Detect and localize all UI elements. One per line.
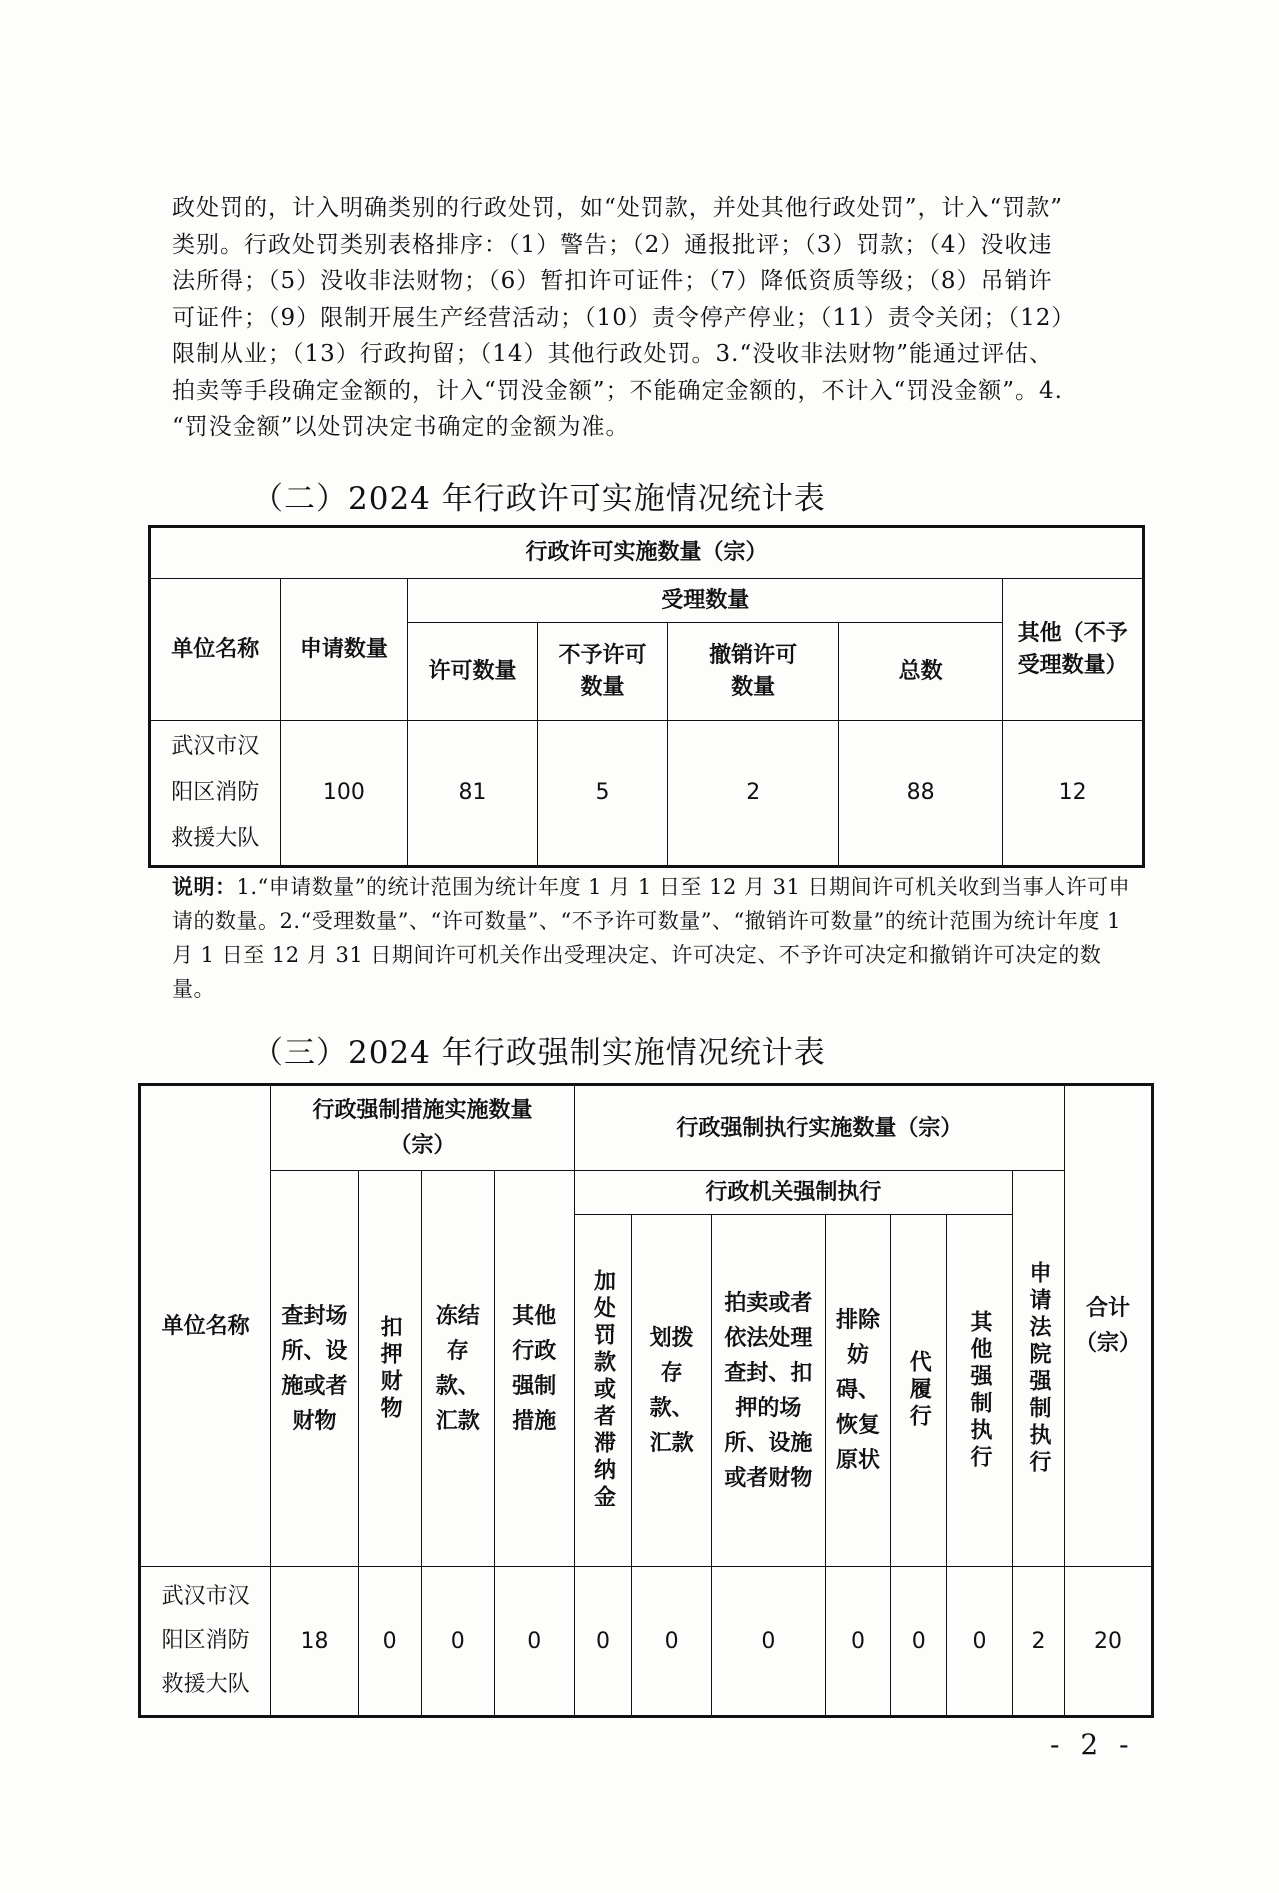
section-2-title: （二）2024 年行政许可实施情况统计表 [252,481,826,517]
intro-line: “罚没金额”以处罚决定书确定的金额为准。 [172,414,630,440]
permit-row-permit: 81 [408,721,538,867]
measure-value: 0 [494,1567,574,1717]
measure-col-freeze: 冻结存款、汇款 [421,1171,494,1567]
measure-col-seal: 查封场所、设施或者财物 [271,1171,358,1567]
intro-line: 法所得；（5）没收非法财物；（6）暂扣许可证件；（7）降低资质等级；（8）吊销许 [172,268,1053,294]
revoke-header: 撤销许可数量 [668,623,839,721]
enforcement-row-unit: 武汉市汉阳区消防救援大队 [140,1567,271,1717]
measure-value: 0 [358,1567,421,1717]
agency-col-remove: 排除妨碍、恢复原状 [825,1215,891,1567]
enforcement-total-value: 20 [1064,1567,1152,1717]
section-3-title: （三）2024 年行政强制实施情况统计表 [252,1035,826,1071]
measure-col-other: 其他行政强制措施 [494,1171,574,1567]
agency-col-fine: 加处罚款或者滞纳金 [590,1269,616,1512]
permit-header-top: 行政许可实施数量（宗） [150,527,1144,579]
page-number: - 2 - [1050,1728,1135,1761]
court-execution-header: 申请法院强制执行 [1025,1260,1051,1477]
execution-header: 行政强制执行实施数量（宗） [574,1085,1064,1171]
permit-table [148,525,1145,868]
permit-row-other: 12 [1003,721,1144,867]
total-header: 总数 [839,623,1003,721]
measure-value: 18 [271,1567,358,1717]
enforcement-table [138,1083,1154,1718]
intro-line: 类别。行政处罚类别表格排序：（1）警告；（2）通报批评；（3）罚款；（4）没收违 [172,231,1053,258]
agency-col-auction: 拍卖或者依法处理查封、扣押的场所、设施或者财物 [712,1215,826,1567]
intro-line: 可证件；（9）限制开展生产经营活动；（10）责令停产停业；（11）责令关闭；（12） [172,304,1076,331]
intro-line: 限制从业；（13）行政拘留；（14）其他行政处罚。3.“没收非法财物”能通过评估、 [172,341,1053,367]
agency-value: 0 [825,1567,891,1717]
agency-value: 0 [632,1567,712,1717]
measures-header: 行政强制措施实施数量（宗） [271,1085,574,1171]
intro-line: 拍卖等手段确定金额的，计入“罚没金额”；不能确定金额的，不计入“罚没金额”。4. [172,377,1063,404]
agency-value: 0 [574,1567,632,1717]
court-execution-cell [1012,1171,1064,1567]
measure-col-detain-cell [358,1171,421,1567]
permit-row-application: 100 [280,721,408,867]
permit-application-header: 申请数量 [280,579,408,721]
permit-unit-header: 单位名称 [150,579,281,721]
agency-col-substitute: 代履行 [906,1350,932,1431]
agency-value: 0 [891,1567,947,1717]
no-permit-header: 不予许可数量 [537,623,668,721]
permit-row-no-permit: 5 [537,721,668,867]
enforcement-total-header: 合计（宗） [1064,1085,1152,1567]
permit-acceptance-header: 受理数量 [408,579,1003,623]
intro-paragraph [172,190,1132,446]
permit-other-header: 其他（不予受理数量） [1003,579,1144,721]
permit-note [172,870,1132,1006]
agency-col-other-cell [947,1215,1013,1567]
permit-row-revoke: 2 [668,721,839,867]
measure-col-detain: 扣押财物 [377,1314,403,1423]
intro-line: 政处罚的，计入明确类别的行政处罚，如“处罚款，并处其他行政处罚”，计入“罚款” [172,195,1064,221]
enforcement-unit-header: 单位名称 [140,1085,271,1567]
agency-col-substitute-cell [891,1215,947,1567]
permit-row-unit: 武汉市汉阳区消防救援大队 [150,721,281,867]
permit-row-total: 88 [839,721,1003,867]
measure-value: 0 [421,1567,494,1717]
agency-col-transfer: 划拨存款、汇款 [632,1215,712,1567]
agency-col-fine-cell [574,1215,632,1567]
agency-value: 0 [712,1567,826,1717]
agency-col-other: 其他强制执行 [967,1309,992,1472]
note-label: 说明： [172,874,237,899]
note-text: 1.“申请数量”的统计范围为统计年度 1 月 1 日至 12 月 31 日期间许可机关收到当事人许可申请的数量。2.“受理数量”、“许可数量”、“不予许可数量”、“撤销许可数量”的统计范围为统计年度 1 月 1 日至 12 月 31 日期间许可机关作出受理决定、许可决定、不予许可决定和撤销许可决定的数量。 [172,875,1131,1001]
permit-count-header: 许可数量 [408,623,538,721]
agency-execution-header: 行政机关强制执行 [574,1171,1012,1215]
agency-value: 0 [947,1567,1013,1717]
court-value: 2 [1012,1567,1064,1717]
